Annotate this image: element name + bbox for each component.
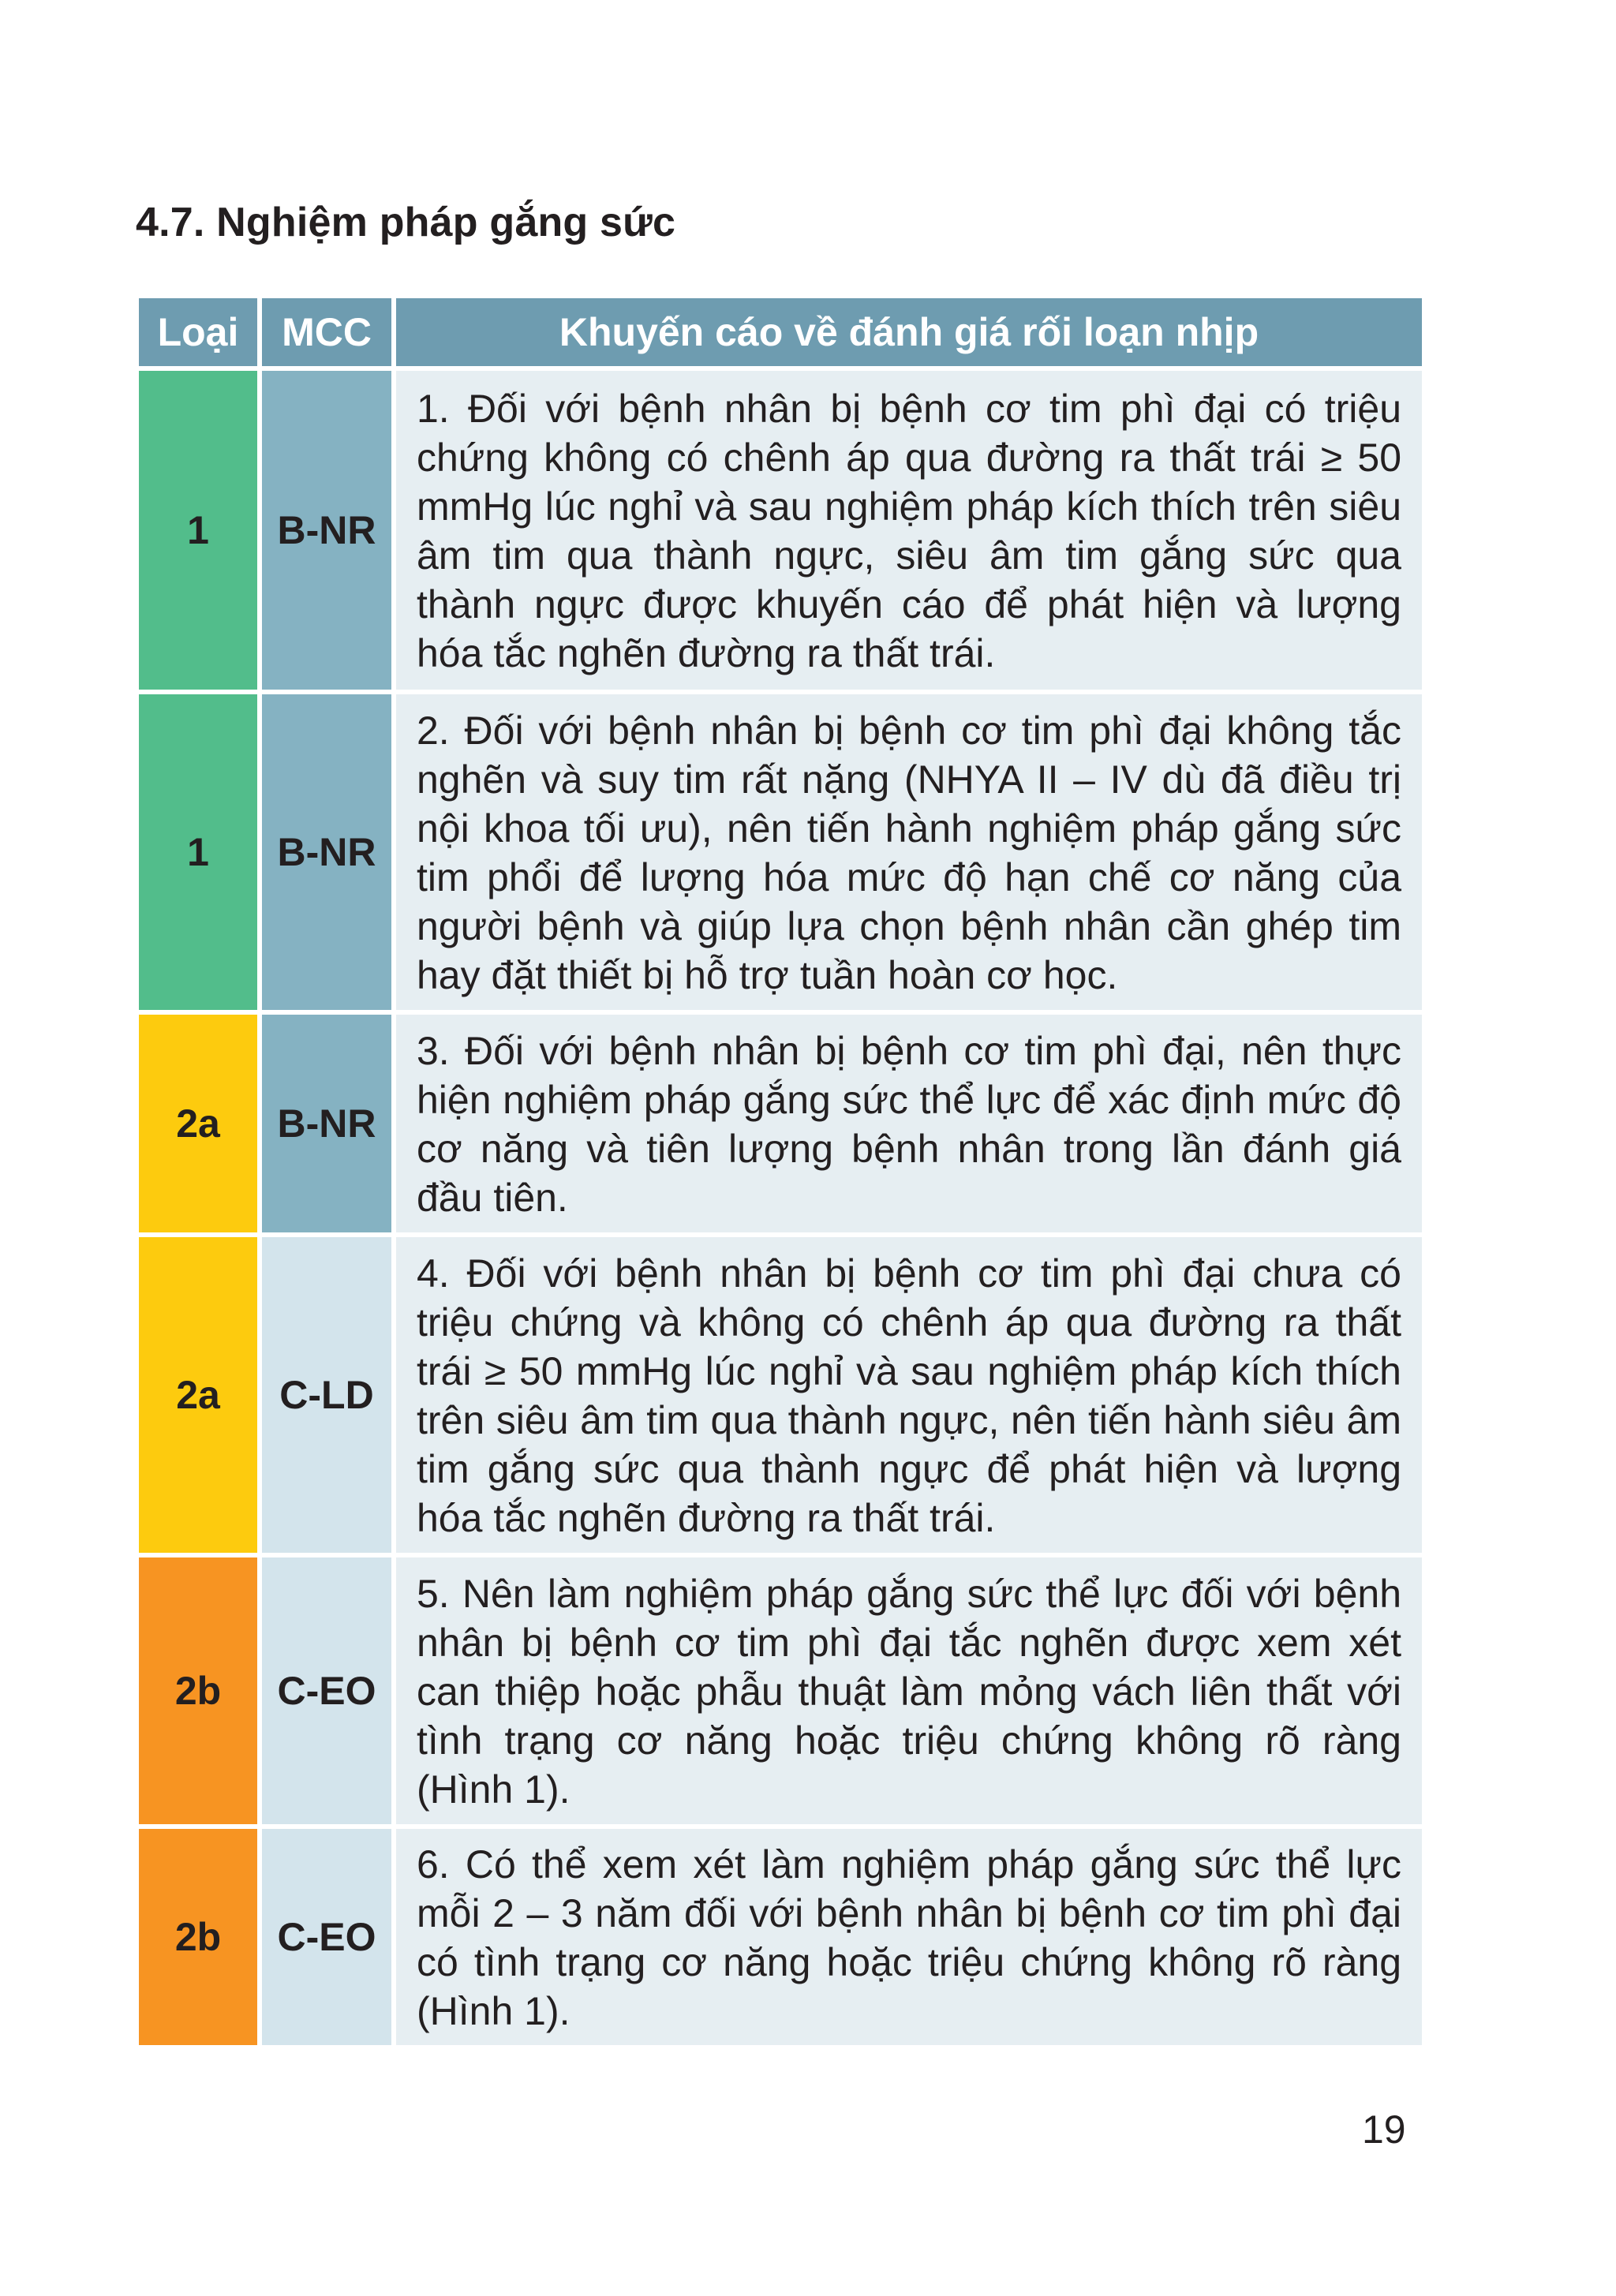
section-title: 4.7. Nghiệm pháp gắng sức bbox=[136, 200, 676, 245]
class-cell: 2b bbox=[139, 1829, 257, 2045]
class-cell: 1 bbox=[139, 371, 257, 690]
table-row bbox=[139, 1015, 1422, 1232]
table-row bbox=[139, 1237, 1422, 1553]
class-cell: 2a bbox=[139, 1237, 257, 1553]
recommendation-text: 4. Đối với bệnh nhân bị bệnh cơ tim phì đại chưa có triệu chứng và không có chênh áp qua đường ra thất trái ≥ 50 mmHg lúc nghỉ và sau nghiệm pháp kích thích trên siêu âm tim qua thành ngực, nên tiến hành siêu âm tim gắng sức qua thành ngực để phát hiện và lượng hóa tắc nghẽn đường ra thất trái. bbox=[396, 1237, 1422, 1553]
page-number: 19 bbox=[1362, 2107, 1406, 2152]
loe-cell: B-NR bbox=[262, 1015, 391, 1232]
recommendation-text: 2. Đối với bệnh nhân bị bệnh cơ tim phì đại không tắc nghẽn và suy tim rất nặng (NHYA II – IV dù đã điều trị nội khoa tối ưu), nên tiến hành nghiệm pháp gắng sức tim phổi để lượng hóa mức độ hạn chế cơ năng của người bệnh và giúp lựa chọn bệnh nhân cần ghép tim hay đặt thiết bị hỗ trợ tuần hoàn cơ học. bbox=[396, 694, 1422, 1010]
header-recommendation: Khuyến cáo về đánh giá rối loạn nhịp bbox=[396, 298, 1422, 366]
loe-cell: B-NR bbox=[262, 694, 391, 1010]
table-row bbox=[139, 1829, 1422, 2045]
class-cell: 2b bbox=[139, 1557, 257, 1824]
table-row bbox=[139, 371, 1422, 690]
class-cell: 2a bbox=[139, 1015, 257, 1232]
table-header-row bbox=[139, 298, 1422, 366]
recommendation-table bbox=[134, 294, 1427, 2050]
header-loe: MCC bbox=[262, 298, 391, 366]
class-cell: 1 bbox=[139, 694, 257, 1010]
recommendation-text: 5. Nên làm nghiệm pháp gắng sức thể lực đối với bệnh nhân bị bệnh cơ tim phì đại tắc nghẽn được xem xét can thiệp hoặc phẫu thuật làm mỏng vách liên thất với tình trạng cơ năng hoặc triệu chứng không rõ ràng (Hình 1). bbox=[396, 1557, 1422, 1824]
table-row bbox=[139, 1557, 1422, 1824]
loe-cell: C-LD bbox=[262, 1237, 391, 1553]
loe-cell: B-NR bbox=[262, 371, 391, 690]
recommendation-text: 3. Đối với bệnh nhân bị bệnh cơ tim phì đại, nên thực hiện nghiệm pháp gắng sức thể lực để xác định mức độ cơ năng và tiên lượng bệnh nhân trong lần đánh giá đầu tiên. bbox=[396, 1015, 1422, 1232]
recommendation-text: 1. Đối với bệnh nhân bị bệnh cơ tim phì đại có triệu chứng không có chênh áp qua đường ra thất trái ≥ 50 mmHg lúc nghỉ và sau nghiệm pháp kích thích trên siêu âm tim qua thành ngực, siêu âm tim gắng sức qua thành ngực được khuyến cáo để phát hiện và lượng hóa tắc nghẽn đường ra thất trái. bbox=[396, 371, 1422, 690]
loe-cell: C-EO bbox=[262, 1557, 391, 1824]
loe-cell: C-EO bbox=[262, 1829, 391, 2045]
recommendation-text: 6. Có thể xem xét làm nghiệm pháp gắng sức thể lực mỗi 2 – 3 năm đối với bệnh nhân bị bệnh cơ tim phì đại có tình trạng cơ năng hoặc triệu chứng không rõ ràng (Hình 1). bbox=[396, 1829, 1422, 2045]
table-row bbox=[139, 694, 1422, 1010]
header-class: Loại bbox=[139, 298, 257, 366]
